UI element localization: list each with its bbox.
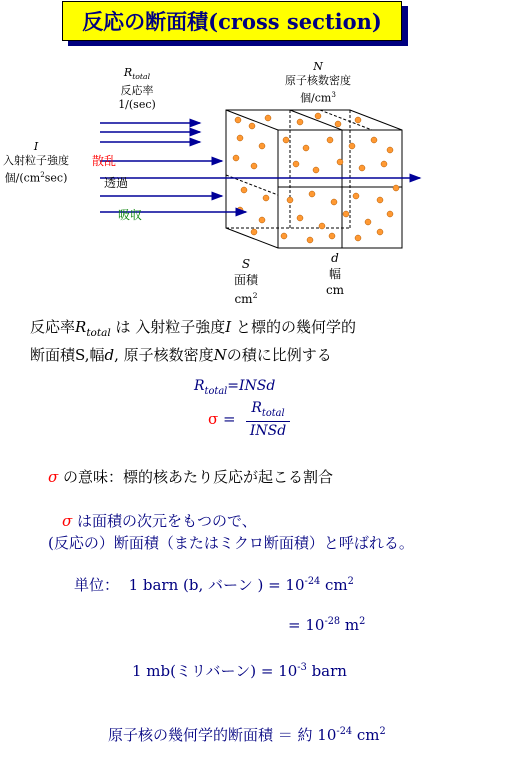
rate-name: 反応率 (120, 84, 154, 98)
nucleus-dot (297, 215, 303, 221)
area-unit: $cm^2$ (234, 291, 258, 306)
absorb-label: 吸収 (118, 208, 143, 222)
nucleus-dot (303, 145, 309, 151)
nucleus-dot (393, 185, 399, 191)
nucleus-dot (265, 115, 271, 121)
cross-section-diagram (0, 0, 506, 300)
formula-fraction (246, 400, 290, 439)
nucleus-dot (233, 155, 239, 161)
width-symbol: d (331, 251, 339, 265)
nucleus-dot (249, 123, 255, 129)
intensity-label (0, 140, 72, 186)
nucleus-dot (353, 193, 359, 199)
nucleus-dot (251, 229, 257, 235)
nucleus-dot (377, 197, 383, 203)
nucleus-dot (307, 237, 313, 243)
statement-line-1: 反応率$R_{total}$ は 入射粒子強度I と標的の幾何学的 (30, 318, 356, 339)
nucleus-dot (329, 233, 335, 239)
nucleus-dot (319, 223, 325, 229)
nucleus-dot (259, 143, 265, 149)
nucleus-dot (349, 143, 355, 149)
area-name: 面積 (233, 273, 258, 287)
unit-mb: 1 mb(ミリバーン) = $10^{-3}$ barn (132, 662, 347, 680)
nucleus-label (278, 60, 358, 106)
rate-label (112, 66, 162, 112)
nucleus-dot (387, 147, 393, 153)
area-label (228, 256, 264, 307)
nucleus-symbol: N (313, 60, 323, 73)
unit-barn: 単位： 1 barn (b, バーン ) = $10^{-24}$ $cm^2$ (74, 576, 354, 594)
nucleus-dot (331, 199, 337, 205)
statement-line-2: 断面積S,幅d, 原子核数密度Nの積に比例する (30, 346, 332, 364)
fraction-numerator: $R_{total}$ (251, 400, 285, 419)
nucleus-dot (365, 219, 371, 225)
title-text: 反応の断面積(cross section) (82, 9, 382, 34)
nucleus-dot (343, 211, 349, 217)
nucleus-dot (315, 113, 321, 119)
nucleus-dot (281, 233, 287, 239)
nucleus-dot (251, 163, 257, 169)
intensity-name: 入射粒子強度 (3, 154, 69, 167)
nucleus-dot (259, 217, 265, 223)
nucleus-dot (283, 137, 289, 143)
geometric-cross-section: 原子核の幾何学的断面積 ＝ 約 $10^{-24}$ $cm^2$ (108, 726, 386, 744)
nucleus-dot (377, 229, 383, 235)
nucleus-unit: 個$/cm^3$ (300, 90, 336, 105)
rate-unit: 1/(sec) (118, 98, 156, 112)
formula-sigma: σ = (208, 410, 236, 428)
dimension-line-1: σ は面積の次元をもつので、 (62, 512, 257, 530)
area-symbol: S (241, 257, 251, 271)
nucleus-dot (337, 159, 343, 165)
scatter-label: 散乱 (92, 154, 117, 168)
unit-m2: = $10^{-28}$ $m^2$ (288, 616, 366, 634)
nucleus-dot (371, 137, 377, 143)
formula-rate: $R_{total}=INSd$ (194, 378, 276, 397)
nucleus-dot (309, 191, 315, 197)
transmit-label: 透過 (104, 176, 129, 190)
intensity-unit: 個$/(cm^2\sec)$ (4, 170, 68, 185)
nucleus-dot (355, 117, 361, 123)
nucleus-dot (327, 137, 333, 143)
width-unit: cm (325, 283, 345, 297)
nucleus-dot (381, 161, 387, 167)
sigma-meaning: σ の意味：標的核あたり反応が起こる割合 (48, 468, 334, 486)
nucleus-dot (287, 197, 293, 203)
nucleus-dot (355, 235, 361, 241)
width-label (320, 250, 350, 298)
fraction-denominator: INSd (246, 421, 290, 439)
nucleus-dot (293, 161, 299, 167)
rate-symbol: $R_{total}$ (123, 66, 151, 82)
nucleus-dot (313, 167, 319, 173)
target-block (226, 110, 402, 248)
nucleus-dot (359, 165, 365, 171)
nucleus-dot (237, 135, 243, 141)
nucleus-dot (263, 195, 269, 201)
sigma-dimension (48, 510, 414, 554)
nucleus-name: 原子核数密度 (285, 74, 351, 87)
intensity-symbol: I (33, 140, 39, 153)
nucleus-dot (387, 211, 393, 217)
dimension-line-2: (反応の）断面積（またはミクロ断面積）と呼ばれる。 (48, 534, 414, 552)
nucleus-dot (297, 119, 303, 125)
nucleus-dot (235, 117, 241, 123)
statement (30, 316, 356, 366)
width-name: 幅 (328, 267, 341, 281)
nucleus-dot (335, 121, 341, 127)
nucleus-dot (241, 187, 247, 193)
